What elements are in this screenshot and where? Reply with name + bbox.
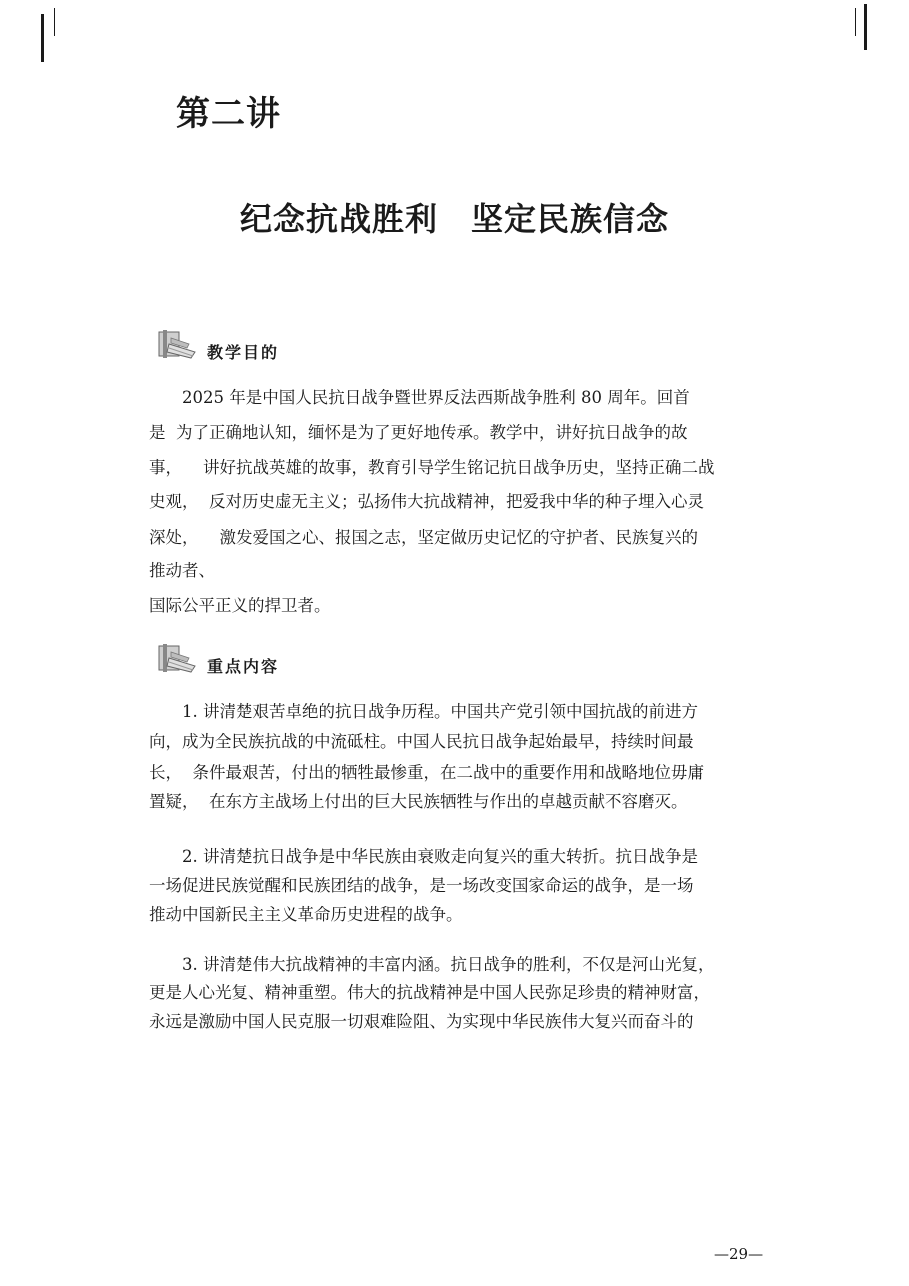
paragraph-line: 国际公平正义的捍卫者。 (149, 596, 331, 615)
paragraph-line: 置疑， 在东方主战场上付出的巨大民族牺牲与作出的卓越贡献不容磨灭。 (149, 792, 688, 811)
paragraph-line: 深处， 激发爱国之心、报国之志，坚定做历史记忆的守护者、民族复兴的 (149, 528, 698, 547)
paragraph-line: 长， 条件最艰苦，付出的牺牲最惨重，在二战中的重要作用和战略地位毋庸 (149, 763, 704, 782)
paragraph-line: 推动者、 (149, 561, 215, 580)
crop-mark-left-outer (41, 14, 44, 62)
paragraph-line: 3. 讲清楚伟大抗战精神的丰富内涵。抗日战争的胜利，不仅是河山光复， (149, 955, 715, 974)
crop-mark-left-inner (54, 8, 55, 36)
crop-mark-right-outer (864, 4, 867, 50)
section-heading-label: 重点内容 (207, 657, 280, 676)
lecture-label: 第二讲 (176, 94, 281, 134)
section-heading-label: 教学目的 (207, 343, 280, 362)
page-number: —29— (714, 1245, 764, 1263)
page-title: 纪念抗战胜利 坚定民族信念 (239, 200, 669, 238)
paragraph-line: 是 为了正确地认知，缅怀是为了更好地传承。教学中，讲好抗日战争的故 (149, 423, 688, 442)
books-icon (155, 640, 199, 676)
paragraph-line: 2025 年是中国人民抗日战争暨世界反法西斯战争胜利 80 周年。回首 (149, 388, 690, 407)
paragraph-line: 更是人心光复、精神重塑。伟大的抗战精神是中国人民弥足珍贵的精神财富， (149, 983, 710, 1002)
paragraph-line: 史观， 反对历史虚无主义；弘扬伟大抗战精神，把爱我中华的种子埋入心灵 (149, 492, 704, 511)
paragraph-line: 永远是激励中国人民克服一切艰难险阻、为实现中华民族伟大复兴而奋斗的 (149, 1012, 694, 1031)
paragraph-line: 推动中国新民主主义革命历史进程的战争。 (149, 905, 463, 924)
paragraph-line: 1. 讲清楚艰苦卓绝的抗日战争历程。中国共产党引领中国抗战的前进方 (149, 702, 698, 721)
paragraph-line: 一场促进民族觉醒和民族团结的战争，是一场改变国家命运的战争，是一场 (149, 876, 694, 895)
paragraph-line: 事， 讲好抗战英雄的故事，教育引导学生铭记抗日战争历史，坚持正确二战 (149, 458, 715, 477)
books-icon (155, 326, 199, 362)
paragraph-line: 2. 讲清楚抗日战争是中华民族由衰败走向复兴的重大转折。抗日战争是 (149, 847, 698, 866)
crop-mark-right-inner (855, 8, 856, 36)
paragraph-line: 向，成为全民族抗战的中流砥柱。中国人民抗日战争起始最早，持续时间最 (149, 732, 694, 751)
